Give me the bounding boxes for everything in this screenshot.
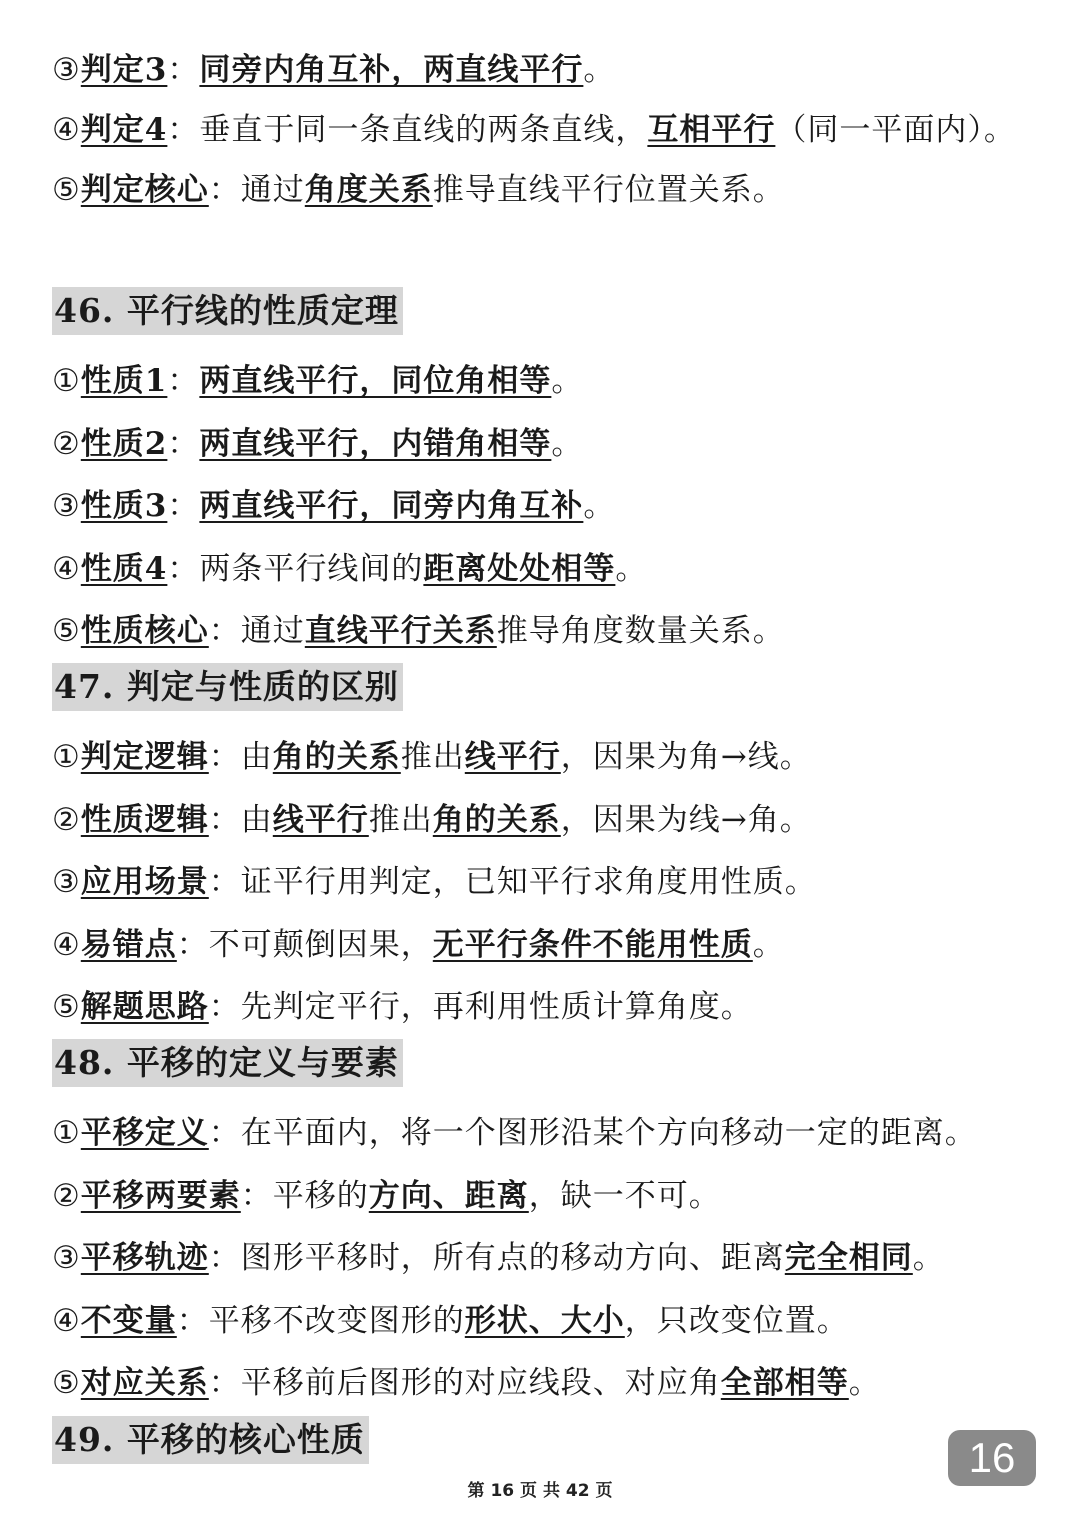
top-block [52, 43, 1040, 217]
item-text: 。 [752, 926, 785, 963]
item-number: ① [52, 1115, 81, 1151]
item-separator: ： [167, 488, 200, 524]
section-heading-48 [52, 1039, 403, 1087]
item-keyword: 性质1 [80, 363, 168, 399]
list-item [52, 851, 1040, 914]
emphasized-text: 线平行 [272, 801, 369, 838]
item-keyword: 平移两要素 [80, 1177, 241, 1214]
emphasized-text: 距离处处相等 [423, 550, 616, 587]
page-footer: 第 16 页 共 42 页 [467, 1481, 613, 1501]
item-separator: ： [208, 864, 241, 900]
list-item [52, 1352, 1040, 1415]
emphasized-text: 形状、大小 [464, 1302, 625, 1339]
emphasized-text: 角的关系 [432, 801, 561, 838]
list-item [52, 538, 1040, 601]
item-separator: ： [208, 1115, 241, 1151]
item-keyword: 平移定义 [80, 1115, 209, 1151]
item-text: 推出 [368, 801, 433, 838]
item-text: 推出 [400, 739, 465, 775]
item-number: ⑤ [52, 989, 81, 1025]
emphasized-text: 完全相同 [784, 1240, 913, 1276]
item-text: ，因果为线→角。 [560, 801, 812, 838]
item-number: ④ [52, 550, 81, 587]
item-text: 。 [583, 488, 616, 524]
item-text: 推导角度数量关系。 [496, 613, 785, 649]
list-item [52, 1165, 1040, 1228]
item-separator: ： [208, 739, 241, 775]
item-separator: ： [208, 613, 241, 649]
item-text: ，因果为角→线。 [560, 739, 812, 775]
item-keyword: 解题思路 [80, 989, 209, 1025]
item-text: 。 [848, 1365, 881, 1401]
list-item [52, 350, 1040, 413]
emphasized-text: 两直线平行，同旁内角互补 [199, 488, 584, 524]
item-text: 。 [551, 363, 584, 399]
item-keyword: 判定4 [80, 112, 168, 148]
item-text: 证平行用判定，已知平行求角度用性质。 [240, 864, 817, 900]
list-item [52, 914, 1040, 977]
list-item [52, 1290, 1040, 1353]
list-item [52, 976, 1040, 1039]
item-separator: ： [208, 172, 241, 208]
item-text: 由 [240, 739, 273, 775]
section-items-48 [52, 1102, 1040, 1415]
item-number: ③ [52, 488, 81, 524]
item-text: 。 [551, 425, 584, 462]
section-title: 48. 平移的定义与要素 [54, 1043, 399, 1082]
item-keyword: 性质逻辑 [80, 801, 209, 838]
item-text: 图形平移时，所有点的移动方向、距离 [240, 1240, 785, 1276]
item-separator: ： [167, 363, 200, 399]
item-separator: ： [208, 989, 241, 1025]
item-keyword: 易错点 [80, 926, 177, 963]
item-keyword: 对应关系 [80, 1365, 209, 1401]
item-separator: ： [176, 926, 209, 963]
emphasized-text: 全部相等 [720, 1365, 849, 1401]
section-heading-47 [52, 663, 403, 711]
item-keyword: 应用场景 [80, 864, 209, 900]
item-text: 。 [583, 52, 616, 88]
item-number: ④ [52, 926, 81, 963]
item-number: ② [52, 801, 81, 838]
item-number: ④ [52, 112, 81, 148]
item-text: 由 [240, 801, 273, 838]
item-separator: ： [167, 52, 200, 88]
item-keyword: 判定3 [80, 52, 168, 88]
section-heading-49 [52, 1416, 369, 1464]
item-separator: ： [176, 1302, 209, 1339]
item-text: 平移前后图形的对应线段、对应角 [240, 1365, 721, 1401]
item-keyword: 判定逻辑 [80, 739, 209, 775]
emphasized-text: 同旁内角互补，两直线平行 [199, 52, 584, 88]
item-number: ⑤ [52, 613, 81, 649]
item-text: 。 [912, 1240, 945, 1276]
list-item [52, 163, 1040, 217]
item-number: ④ [52, 1302, 81, 1339]
list-item [52, 726, 1040, 789]
emphasized-text: 角的关系 [272, 739, 401, 775]
list-item [52, 43, 1040, 97]
emphasized-text: 两直线平行，内错角相等 [199, 425, 552, 462]
item-separator: ： [208, 801, 241, 838]
list-item [52, 789, 1040, 852]
list-item [52, 475, 1040, 538]
item-text: 平移不改变图形的 [208, 1302, 465, 1339]
item-number: ③ [52, 864, 81, 900]
item-separator: ： [167, 425, 200, 462]
list-item [52, 1102, 1040, 1165]
list-item [52, 1227, 1040, 1290]
emphasized-text: 方向、距离 [368, 1177, 529, 1214]
page-number-badge: 16 [948, 1430, 1036, 1486]
item-keyword: 不变量 [80, 1302, 177, 1339]
section-heading-46 [52, 287, 403, 335]
item-separator: ： [240, 1177, 273, 1214]
item-separator: ： [208, 1240, 241, 1276]
item-keyword: 性质核心 [80, 613, 209, 649]
section-title: 46. 平行线的性质定理 [54, 291, 399, 330]
section-items-47 [52, 726, 1040, 1039]
item-number: ⑤ [52, 172, 81, 208]
item-text: ，缺一不可。 [528, 1177, 721, 1214]
emphasized-text: 互相平行 [647, 112, 776, 148]
item-keyword: 性质3 [80, 488, 168, 524]
item-text: 在平面内，将一个图形沿某个方向移动一定的距离。 [240, 1115, 977, 1151]
item-number: ⑤ [52, 1365, 81, 1401]
item-keyword: 平移轨迹 [80, 1240, 209, 1276]
item-text: 。 [615, 550, 648, 587]
emphasized-text: 线平行 [464, 739, 561, 775]
emphasized-text: 直线平行关系 [304, 613, 497, 649]
section-title: 47. 判定与性质的区别 [54, 667, 399, 706]
item-number: ② [52, 1177, 81, 1214]
list-item [52, 413, 1040, 476]
list-item [52, 103, 1040, 157]
item-text: 先判定平行，再利用性质计算角度。 [240, 989, 753, 1025]
item-text: 平移的 [272, 1177, 369, 1214]
item-text: （同一平面内）。 [775, 112, 1016, 148]
item-keyword: 性质2 [80, 425, 168, 462]
section-items-46 [52, 350, 1040, 663]
item-text: 两条平行线间的 [199, 550, 424, 587]
item-text: 垂直于同一条直线的两条直线， [199, 112, 648, 148]
item-number: ① [52, 363, 81, 399]
list-item [52, 600, 1040, 663]
item-number: ② [52, 425, 81, 462]
item-text: 不可颠倒因果， [208, 926, 433, 963]
emphasized-text: 无平行条件不能用性质 [432, 926, 753, 963]
item-text: 通过 [240, 613, 305, 649]
section-title: 49. 平移的核心性质 [54, 1420, 365, 1459]
item-text: 推导直线平行位置关系。 [432, 172, 785, 208]
emphasized-text: 两直线平行，同位角相等 [199, 363, 552, 399]
item-text: 通过 [240, 172, 305, 208]
item-number: ③ [52, 52, 81, 88]
item-keyword: 性质4 [80, 550, 168, 587]
item-separator: ： [167, 112, 200, 148]
emphasized-text: 角度关系 [304, 172, 433, 208]
item-separator: ： [208, 1365, 241, 1401]
item-text: ，只改变位置。 [624, 1302, 849, 1339]
item-separator: ： [167, 550, 200, 587]
item-keyword: 判定核心 [80, 172, 209, 208]
item-number: ③ [52, 1240, 81, 1276]
item-number: ① [52, 739, 81, 775]
